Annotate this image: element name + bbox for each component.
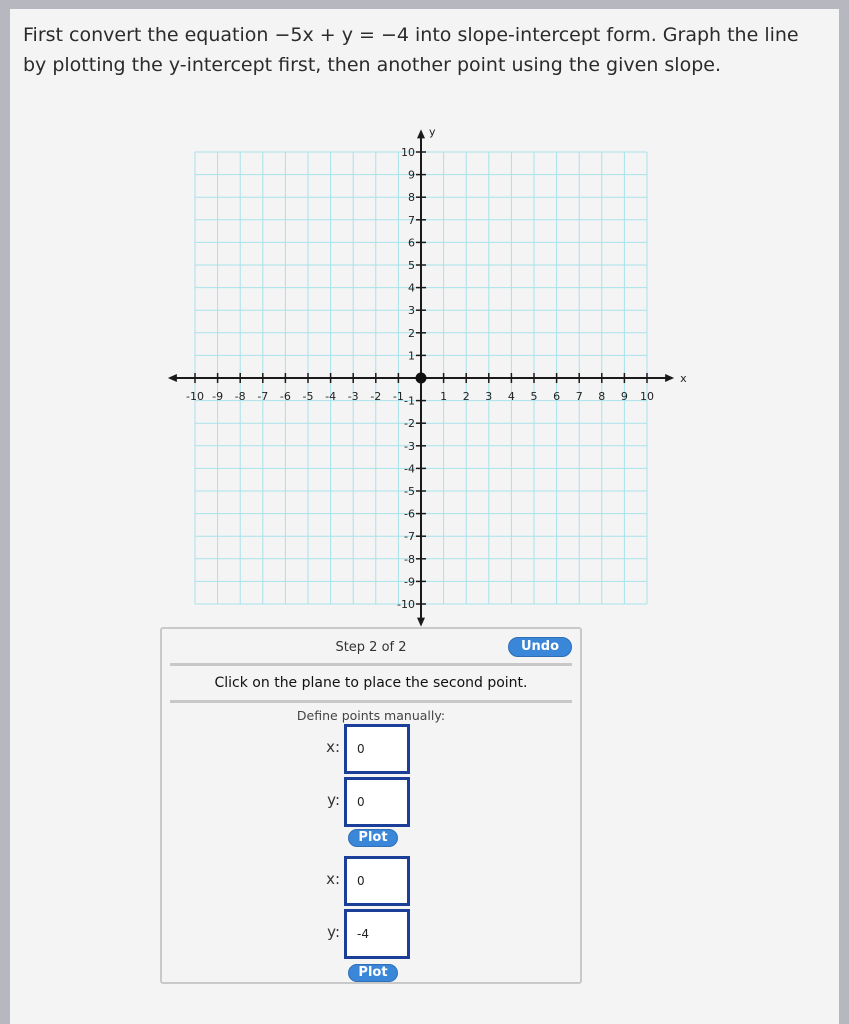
y-tick-label: -9 [404,575,415,589]
x-tick-label: -6 [279,390,291,403]
y-tick-label: 5 [408,259,415,272]
point2-x-label: x: [326,870,340,888]
point2-y-field[interactable] [344,909,410,959]
x-tick-label: 10 [640,390,654,403]
y-tick-label: 10 [401,146,415,159]
step-indicator: Step 2 of 2 [335,640,407,655]
plotted-point [416,373,427,384]
y-tick-label: 9 [408,168,415,182]
x-axis-arrow-right [665,374,674,382]
y-tick-label: 8 [408,191,415,205]
x-tick-label: -7 [257,390,269,403]
y-tick-label: 3 [408,304,415,318]
x-tick-label: -3 [347,390,359,403]
point2-x-row [162,856,580,906]
prompt-text-before: First convert the equation [23,24,275,46]
x-tick-label: -4 [325,390,337,403]
x-tick-label: 9 [620,390,628,403]
point1-x-row [162,724,580,774]
point2-y-input[interactable] [357,927,407,941]
x-tick-label: -8 [234,390,246,403]
point2-plot-button[interactable]: Plot [348,964,398,982]
point1-x-input[interactable] [357,742,407,756]
x-tick-label: -1 [392,390,404,403]
x-tick-label: 6 [553,390,561,403]
x-tick-label: -10 [186,390,204,403]
x-axis-label: x [680,372,687,385]
x-axis-arrow-left [168,374,177,382]
x-tick-label: -5 [302,390,314,403]
y-tick-label: 6 [408,236,415,250]
point2-x-input[interactable] [357,874,407,888]
prompt-text-after: into slope-intercept form. Graph the line by plotting the y-intercept first, then another point using the given slope. [23,24,799,76]
y-tick-label: -5 [404,485,415,498]
instruction-text: Click on the plane to place the second point. [214,675,528,691]
point2-y-row [162,909,580,959]
step-row [170,637,572,659]
point2-y-label: y: [327,923,340,941]
x-tick-label: 5 [530,390,538,403]
y-tick-label: -4 [404,462,415,476]
x-tick-label: 8 [598,390,606,403]
y-tick-label: 7 [408,213,415,227]
divider-middle [170,700,572,703]
prompt-equation: −5x + y = −4 [274,24,409,46]
define-points-label: Define points manually: [296,708,446,723]
point1-y-field[interactable] [344,777,410,827]
y-axis-arrow-up [417,129,425,138]
x-tick-label: -2 [370,390,382,403]
y-tick-label: -2 [404,417,415,431]
x-tick-label: 7 [575,390,583,403]
x-tick-label: 4 [507,390,515,403]
y-tick-label: 1 [408,349,415,363]
point1-y-input[interactable] [357,795,407,809]
point1-plot-button[interactable]: Plot [348,829,398,847]
x-tick-label: -9 [212,390,224,403]
y-tick-label: -1 [404,394,415,408]
point1-y-row [162,777,580,827]
y-tick-label: -3 [404,439,415,453]
y-tick-label: -6 [404,507,415,521]
point1-x-label: x: [326,738,340,756]
point1-x-field[interactable] [344,724,410,774]
y-tick-label: 4 [408,281,415,295]
y-tick-label: -7 [404,530,415,544]
divider-top [170,663,572,666]
x-tick-label: 1 [440,390,448,403]
y-tick-label: 2 [408,326,415,340]
point2-x-field[interactable] [344,856,410,906]
y-tick-label: -8 [404,552,415,566]
y-axis-label: y [429,125,436,139]
y-tick-label: -10 [397,598,415,611]
undo-button[interactable]: Undo [508,637,572,657]
point1-y-label: y: [327,791,340,809]
x-tick-label: 3 [485,390,493,403]
y-axis-arrow-down [417,618,425,627]
graph-control-panel [160,627,582,984]
x-tick-label: 2 [462,390,470,403]
